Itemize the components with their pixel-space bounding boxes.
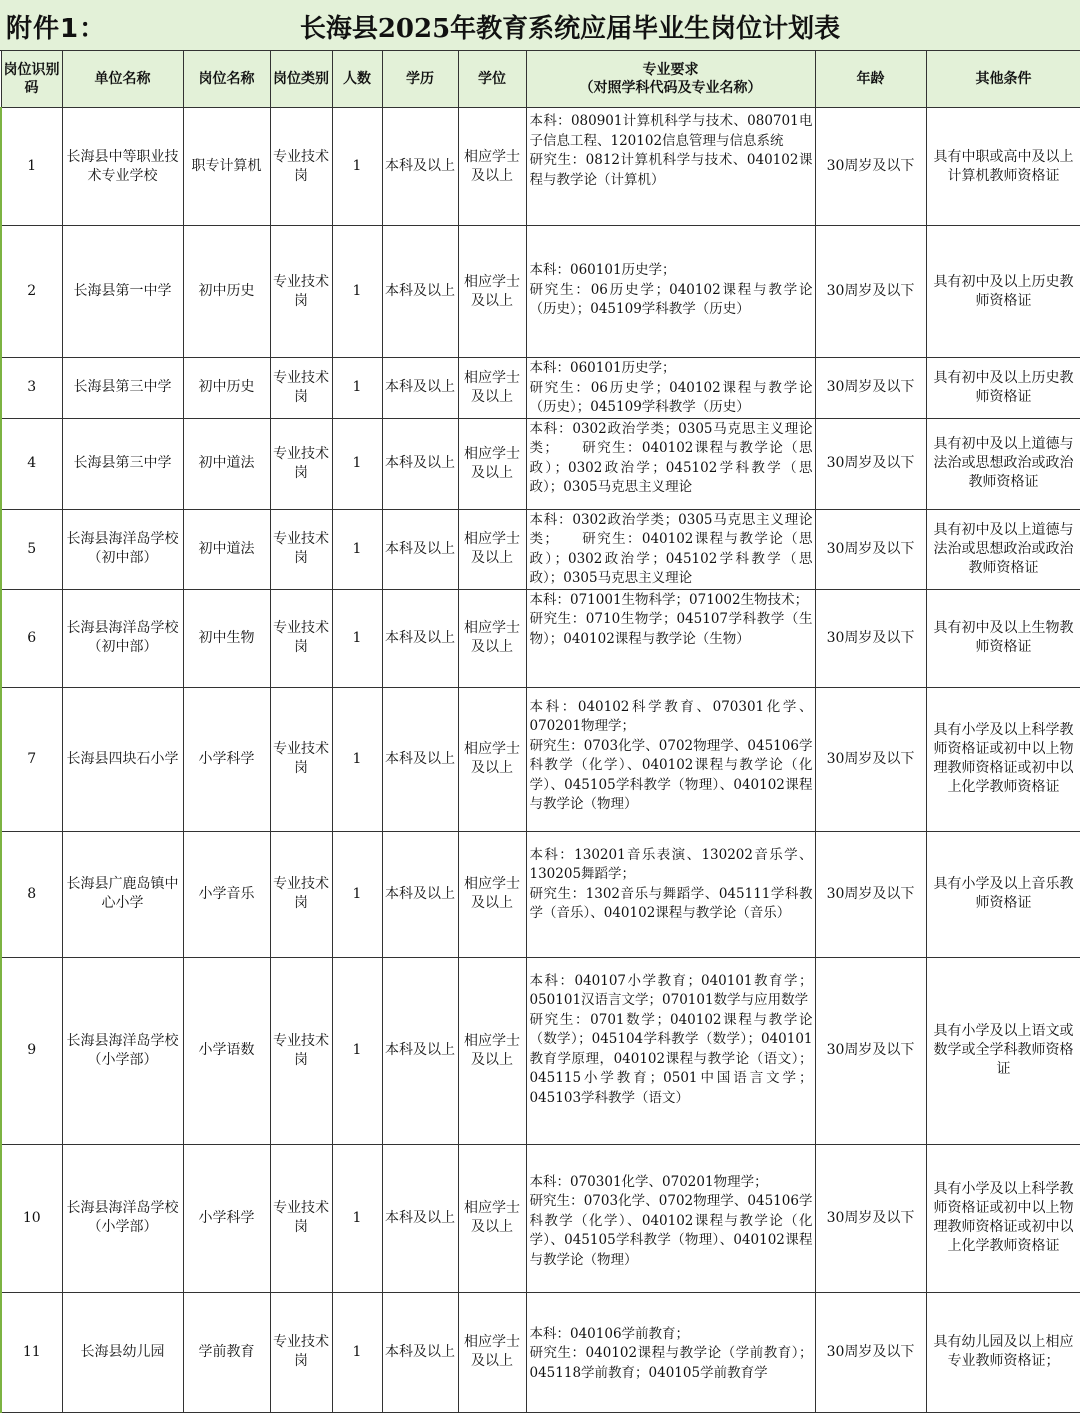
cell-type: 专业技术岗 — [270, 509, 332, 589]
cell-code: 10 — [1, 1144, 62, 1292]
cell-unit: 长海县第三中学 — [62, 418, 183, 509]
cell-major: 本科：060101历史学； 研究生：06历史学；040102课程与教学论（历史）；045109学科教学（历史） — [526, 358, 815, 419]
cell-post: 小学科学 — [183, 1144, 270, 1292]
cell-degree: 相应学士及以上 — [458, 509, 526, 589]
cell-code: 2 — [1, 226, 62, 358]
col-header-major — [526, 51, 815, 108]
cell-count: 1 — [332, 589, 382, 687]
cell-code: 9 — [1, 957, 62, 1144]
cell-age: 30周岁及以下 — [815, 1144, 926, 1292]
cell-type: 专业技术岗 — [270, 226, 332, 358]
table-row — [1, 418, 1080, 509]
cell-degree: 相应学士及以上 — [458, 1144, 526, 1292]
cell-other: 具有初中及以上历史教师资格证 — [926, 226, 1080, 358]
cell-type: 专业技术岗 — [270, 418, 332, 509]
cell-degree: 相应学士及以上 — [458, 831, 526, 957]
cell-major: 本科：071001生物科学；071002生物技术； 研究生：0710生物学；045107学科教学（生物）；040102课程与教学论（生物） — [526, 589, 815, 687]
cell-code: 1 — [1, 108, 62, 226]
cell-major: 本科：070301化学、070201物理学； 研究生：0703化学、0702物理学、045106学科教学（化学）、040102课程与教学论（化学）、045105学科教学（物理）、040102课程与教学论（物理） — [526, 1144, 815, 1292]
cell-other: 具有小学及以上语文或数学或全学科教师资格证 — [926, 957, 1080, 1144]
cell-count: 1 — [332, 108, 382, 226]
cell-count: 1 — [332, 509, 382, 589]
cell-degree: 相应学士及以上 — [458, 687, 526, 831]
cell-other: 具有小学及以上科学教师资格证或初中以上物理教师资格证或初中以上化学教师资格证 — [926, 1144, 1080, 1292]
cell-type: 专业技术岗 — [270, 687, 332, 831]
cell-type: 专业技术岗 — [270, 1292, 332, 1412]
page-title: 长海县2025年教育系统应届毕业生岗位计划表 — [299, 14, 841, 44]
cell-count: 1 — [332, 1144, 382, 1292]
cell-other: 具有初中及以上历史教师资格证 — [926, 358, 1080, 419]
table-row — [1, 108, 1080, 226]
cell-unit: 长海县第三中学 — [62, 358, 183, 419]
job-plan-table — [0, 50, 1080, 1413]
cell-count: 1 — [332, 687, 382, 831]
cell-age: 30周岁及以下 — [815, 509, 926, 589]
cell-post: 小学音乐 — [183, 831, 270, 957]
cell-count: 1 — [332, 418, 382, 509]
cell-count: 1 — [332, 957, 382, 1144]
table-row — [1, 687, 1080, 831]
cell-degree: 相应学士及以上 — [458, 418, 526, 509]
cell-edu: 本科及以上 — [382, 108, 458, 226]
cell-edu: 本科及以上 — [382, 418, 458, 509]
table-row — [1, 226, 1080, 358]
cell-edu: 本科及以上 — [382, 957, 458, 1144]
cell-unit: 长海县海洋岛学校（初中部） — [62, 509, 183, 589]
cell-edu: 本科及以上 — [382, 509, 458, 589]
cell-post: 初中生物 — [183, 589, 270, 687]
cell-degree: 相应学士及以上 — [458, 358, 526, 419]
cell-code: 8 — [1, 831, 62, 957]
cell-code: 5 — [1, 509, 62, 589]
major-header-line1: 专业要求 — [642, 62, 699, 78]
cell-post: 初中历史 — [183, 358, 270, 419]
col-header-edu: 学历 — [382, 51, 458, 108]
cell-count: 1 — [332, 226, 382, 358]
cell-degree: 相应学士及以上 — [458, 589, 526, 687]
cell-post: 学前教育 — [183, 1292, 270, 1412]
header-row — [1, 51, 1080, 108]
table-row — [1, 831, 1080, 957]
cell-unit: 长海县海洋岛学校（小学部） — [62, 1144, 183, 1292]
cell-major: 本科：0302政治学类；0305马克思主义理论类； 研究生：040102课程与教学论（思政）；0302政治学；045102学科教学（思政）；0305马克思主义理论 — [526, 509, 815, 589]
cell-age: 30周岁及以下 — [815, 418, 926, 509]
cell-post: 职专计算机 — [183, 108, 270, 226]
cell-post: 小学语数 — [183, 957, 270, 1144]
cell-type: 专业技术岗 — [270, 831, 332, 957]
cell-edu: 本科及以上 — [382, 226, 458, 358]
table-row — [1, 1292, 1080, 1412]
table-row — [1, 358, 1080, 419]
table-row — [1, 1144, 1080, 1292]
cell-age: 30周岁及以下 — [815, 108, 926, 226]
cell-other: 具有初中及以上道德与法治或思想政治或政治教师资格证 — [926, 418, 1080, 509]
cell-age: 30周岁及以下 — [815, 358, 926, 419]
cell-age: 30周岁及以下 — [815, 957, 926, 1144]
table-row — [1, 509, 1080, 589]
cell-major: 本科：0302政治学类；0305马克思主义理论类； 研究生：040102课程与教学论（思政）；0302政治学；045102学科教学（思政）；0305马克思主义理论 — [526, 418, 815, 509]
cell-code: 11 — [1, 1292, 62, 1412]
cell-type: 专业技术岗 — [270, 358, 332, 419]
cell-age: 30周岁及以下 — [815, 1292, 926, 1412]
cell-other: 具有小学及以上科学教师资格证或初中以上物理教师资格证或初中以上化学教师资格证 — [926, 687, 1080, 831]
attachment-label: 附件1： — [6, 14, 107, 44]
cell-age: 30周岁及以下 — [815, 226, 926, 358]
cell-unit: 长海县第一中学 — [62, 226, 183, 358]
cell-other: 具有初中及以上生物教师资格证 — [926, 589, 1080, 687]
cell-edu: 本科及以上 — [382, 1292, 458, 1412]
cell-edu: 本科及以上 — [382, 687, 458, 831]
cell-unit: 长海县广鹿岛镇中心小学 — [62, 831, 183, 957]
cell-edu: 本科及以上 — [382, 589, 458, 687]
cell-unit: 长海县幼儿园 — [62, 1292, 183, 1412]
cell-major: 本科：040106学前教育； 研究生：040102课程与教学论（学前教育）；045118学前教育；040105学前教育学 — [526, 1292, 815, 1412]
col-header-age: 年龄 — [815, 51, 926, 108]
cell-type: 专业技术岗 — [270, 1144, 332, 1292]
col-header-count: 人数 — [332, 51, 382, 108]
cell-type: 专业技术岗 — [270, 957, 332, 1144]
cell-count: 1 — [332, 1292, 382, 1412]
cell-major: 本科：040107小学教育；040101教育学；050101汉语言文学；070101数学与应用数学 研究生：0701数学；040102课程与教学论（数学）；045104学科教学（数学）；040101教育学原理，040102课程与教学论（语文）；045115小学教育；0501中国语言文学；045103学科教学（语文） — [526, 957, 815, 1144]
cell-age: 30周岁及以下 — [815, 687, 926, 831]
cell-count: 1 — [332, 358, 382, 419]
cell-degree: 相应学士及以上 — [458, 1292, 526, 1412]
cell-degree: 相应学士及以上 — [458, 108, 526, 226]
col-header-other: 其他条件 — [926, 51, 1080, 108]
cell-unit: 长海县海洋岛学校（初中部） — [62, 589, 183, 687]
col-header-type: 岗位类别 — [270, 51, 332, 108]
title-bar — [0, 0, 1080, 51]
cell-code: 6 — [1, 589, 62, 687]
cell-post: 初中道法 — [183, 418, 270, 509]
cell-age: 30周岁及以下 — [815, 831, 926, 957]
cell-post: 小学科学 — [183, 687, 270, 831]
cell-other: 具有初中及以上道德与法治或思想政治或政治教师资格证 — [926, 509, 1080, 589]
cell-post: 初中历史 — [183, 226, 270, 358]
cell-edu: 本科及以上 — [382, 1144, 458, 1292]
cell-unit: 长海县海洋岛学校（小学部） — [62, 957, 183, 1144]
cell-type: 专业技术岗 — [270, 108, 332, 226]
cell-code: 3 — [1, 358, 62, 419]
cell-unit: 长海县四块石小学 — [62, 687, 183, 831]
cell-edu: 本科及以上 — [382, 831, 458, 957]
cell-unit: 长海县中等职业技术专业学校 — [62, 108, 183, 226]
cell-edu: 本科及以上 — [382, 358, 458, 419]
col-header-post: 岗位名称 — [183, 51, 270, 108]
col-header-code: 岗位识别码 — [1, 51, 62, 108]
col-header-degree: 学位 — [458, 51, 526, 108]
cell-code: 7 — [1, 687, 62, 831]
cell-other: 具有幼儿园及以上相应专业教师资格证； — [926, 1292, 1080, 1412]
cell-major: 本科：130201音乐表演、130202音乐学、130205舞蹈学； 研究生：1302音乐与舞蹈学、045111学科教学（音乐）、040102课程与教学论（音乐） — [526, 831, 815, 957]
cell-major: 本科：080901计算机科学与技术、080701电子信息工程、120102信息管理与信息系统 研究生：0812计算机科学与技术、040102课程与教学论（计算机） — [526, 108, 815, 226]
cell-code: 4 — [1, 418, 62, 509]
cell-count: 1 — [332, 831, 382, 957]
cell-other: 具有中职或高中及以上计算机教师资格证 — [926, 108, 1080, 226]
cell-major: 本科：060101历史学； 研究生：06历史学；040102课程与教学论（历史）；045109学科教学（历史） — [526, 226, 815, 358]
cell-age: 30周岁及以下 — [815, 589, 926, 687]
cell-degree: 相应学士及以上 — [458, 226, 526, 358]
cell-degree: 相应学士及以上 — [458, 957, 526, 1144]
cell-major: 本科：040102科学教育、070301化学、070201物理学； 研究生：0703化学、0702物理学、045106学科教学（化学）、040102课程与教学论（化学）、045105学科教学（物理）、040102课程与教学论（物理） — [526, 687, 815, 831]
col-header-unit: 单位名称 — [62, 51, 183, 108]
table-row — [1, 957, 1080, 1144]
cell-other: 具有小学及以上音乐教师资格证 — [926, 831, 1080, 957]
major-header-line2: （对照学科代码及专业名称） — [579, 80, 762, 96]
table-row — [1, 589, 1080, 687]
cell-post: 初中道法 — [183, 509, 270, 589]
cell-type: 专业技术岗 — [270, 589, 332, 687]
